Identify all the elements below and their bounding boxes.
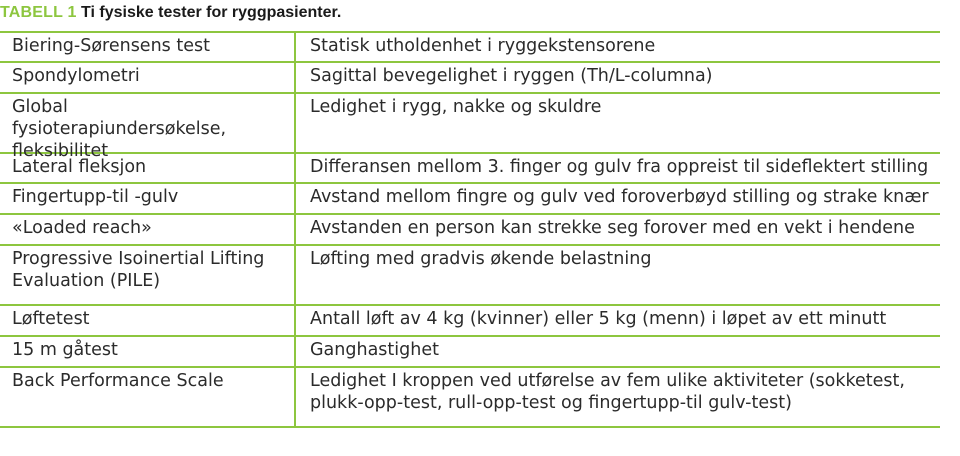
test-table <box>0 31 940 428</box>
test-description-cell: Avstanden en person kan strekke seg forover med en vekt i hendene <box>310 218 915 238</box>
test-name-cell: Løftetest <box>0 306 296 335</box>
test-description-cell: Differansen mellom 3. finger og gulv fra oppreist til sideflektert stilling <box>310 157 929 177</box>
table-row <box>0 337 940 368</box>
test-name-cell: Fingertupp-til -gulv <box>0 184 296 213</box>
test-description-cell: Ledighet I kroppen ved utførelse av fem ulike aktiviteter (sokketest, plukk-opp-test, rull-opp-test og fingertupp-til gulv-test) <box>310 371 905 413</box>
test-name-cell: Back Performance Scale <box>0 368 296 426</box>
table-row <box>0 246 940 306</box>
test-description-cell: Avstand mellom fingre og gulv ved foroverbøyd stilling og strake knær <box>310 187 929 207</box>
table-row <box>0 306 940 337</box>
test-description-cell: Løfting med gradvis økende belastning <box>310 249 652 269</box>
test-name-cell: Global fysioterapiundersøkelse, fleksibilitet <box>0 94 296 152</box>
table-row <box>0 154 940 184</box>
test-description-cell: Statisk utholdenhet i ryggekstensorene <box>310 36 656 56</box>
test-description-cell: Antall løft av 4 kg (kvinner) eller 5 kg (menn) i løpet av ett minutt <box>310 309 887 329</box>
test-description-cell: Ganghastighet <box>310 340 439 360</box>
test-name-cell: Lateral fleksjon <box>0 154 296 182</box>
test-name-cell: Biering-Sørensens test <box>0 33 296 61</box>
table-row <box>0 215 940 246</box>
test-name-cell: Progressive Isoinertial Lifting Evaluation (PILE) <box>0 246 296 304</box>
test-name-cell: 15 m gåtest <box>0 337 296 366</box>
table-row <box>0 368 940 428</box>
table-row <box>0 33 940 63</box>
table-title: Ti fysiske tester for ryggpasienter. <box>81 4 342 21</box>
table-label: TABELL 1 <box>0 4 77 21</box>
test-name-cell: «Loaded reach» <box>0 215 296 244</box>
table-caption <box>0 0 341 26</box>
test-description-cell: Ledighet i rygg, nakke og skuldre <box>310 97 602 117</box>
table-row <box>0 94 940 161</box>
test-name-cell: Spondylometri <box>0 63 296 92</box>
test-description-cell: Sagittal bevegelighet i ryggen (Th/L-columna) <box>310 66 713 86</box>
table-row <box>0 63 940 94</box>
table-row <box>0 184 940 215</box>
